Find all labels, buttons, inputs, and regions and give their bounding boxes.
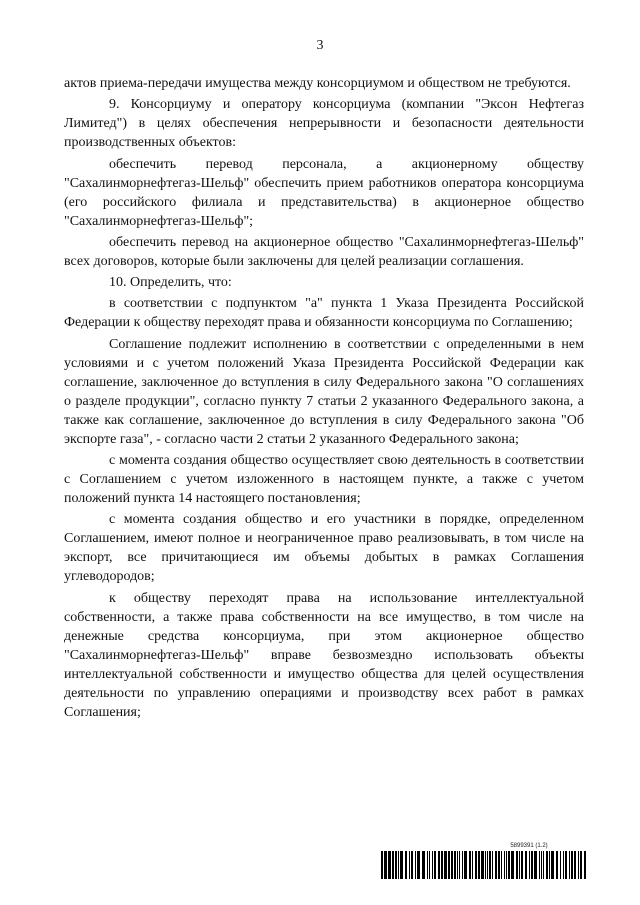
- paragraph: 10. Определить, что:: [109, 275, 232, 291]
- barcode-icon: [381, 851, 588, 879]
- paragraph: Соглашение подлежит исполнению в соответствии с определенными в нем условиями и с учетом положений Указа Президента Российской Федерации как соглашение, заключенное до вступления в силу Федерального закона "О соглашениях о разделе продукции", согласно пункту 7 статьи 2 указанного Федерального закона, а также как соглашение, заключенное до вступления в силу Федерального закона "Об экспорте газа", - согласно части 2 статьи 2 указанного Федерального закона;: [64, 336, 584, 447]
- paragraph: к обществу переходят права на использование интеллектуальной собственности, а также права собственности на все имущество, в том числе на денежные средства консорциума, при этом акционерное общество "Сахалинморнефтегаз-Шельф" вправе безвозмездно использовать объекты интеллектуальной собственности и имущество общества для целей осуществления деятельности по управлению операциями и производству всех работ в рамках Соглашения;: [64, 590, 584, 720]
- document-body: [64, 74, 584, 722]
- paragraph: с момента создания общество и его участники в порядке, определенном Соглашением, имеют полное и неограниченное право реализовывать, в том числе на экспорт, все причитающиеся им объемы добытых в рамках Соглашения углеводородов;: [64, 512, 584, 585]
- paragraph: обеспечить перевод персонала, а акционерному обществу "Сахалинморнефтегаз-Шельф" обеспечить прием работников оператора консорциума (его российского филиала и представительства) в акционерное общество "Сахалинморнефтегаз-Шельф";: [64, 156, 584, 229]
- document-code: 5899391 (1.2): [510, 843, 548, 849]
- paragraph: обеспечить перевод на акционерное общество "Сахалинморнефтегаз-Шельф" всех договоров, которые были заключены для целей реализации соглашения.: [64, 234, 584, 269]
- paragraph: 9. Консорциуму и оператору консорциума (компании "Эксон Нефтегаз Лимитед") в целях обеспечения непрерывности и безопасности деятельности производственных объектов:: [64, 97, 584, 151]
- paragraph: с момента создания общество осуществляет свою деятельность в соответствии с Соглашением с учетом изложенного в настоящем пункте, а также с учетом положений пункта 14 настоящего постановления;: [64, 453, 584, 507]
- paragraph: в соответствии с подпунктом "а" пункта 1 Указа Президента Российской Федерации к обществу переходят права и обязанности консорциума по Соглашению;: [64, 296, 584, 331]
- paragraph: актов приема-передачи имущества между консорциумом и обществом не требуются.: [64, 76, 571, 91]
- page-number: 3: [316, 38, 324, 53]
